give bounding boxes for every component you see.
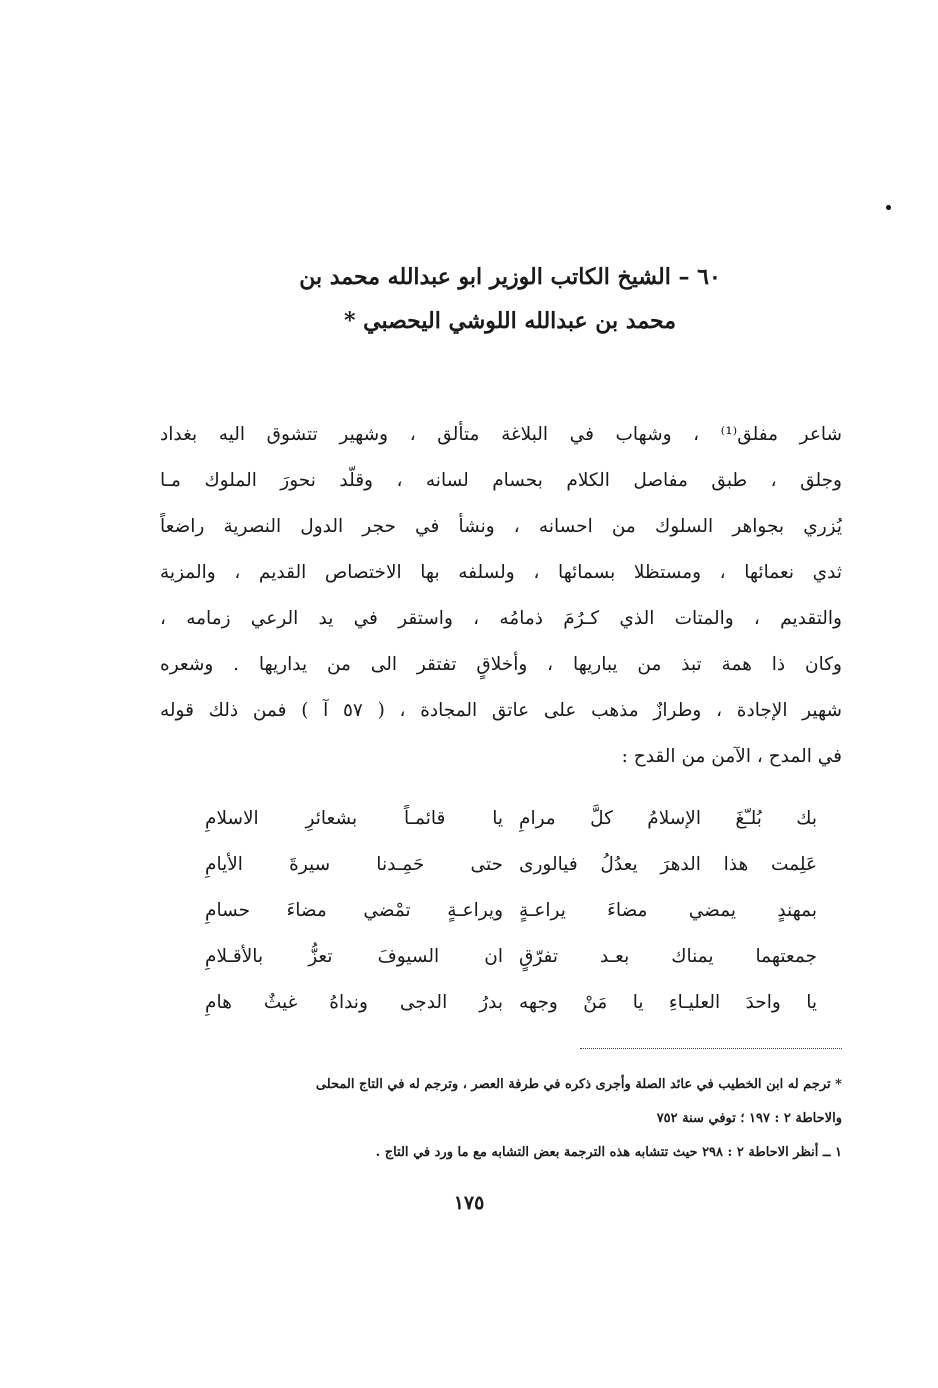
prose-paragraph [160, 412, 842, 780]
footnote-separator [580, 1048, 842, 1049]
verse-first-hemistich: يا واحدَ العليـاءِ يا مَنْ وجهه [519, 992, 817, 1013]
footnote-line: والاحاطة ٢ : ١٩٧ ؛ توفي سنة ٧٥٢ [656, 1111, 842, 1126]
verse [205, 842, 817, 888]
footnote-line: * ترجم له ابن الخطيب في عائد الصلة وأجرى ذكره في طرفة العصر ، وترجم له في التاج المحلى [315, 1077, 842, 1092]
prose-line: ثدي نعمائها ، ومستظلا بسمائها ، ولسلفه بها الاختصاص القديم ، والمزية [160, 562, 842, 583]
verse-second-hemistich: حتى حَمِـدنا سيرةَ الأيامِ [205, 854, 503, 875]
page-number: ١٧٥ [453, 1192, 485, 1214]
verse-second-hemistich: ان السيوفَ تعزُّ بالأقـلامِ [205, 946, 503, 967]
verse [205, 888, 817, 934]
prose-line: شاعر مفلق⁽¹⁾ ، وشهاب في البلاغة متألق ، وشهير تتشوق اليه بغداد [160, 424, 842, 445]
stray-dot [886, 205, 891, 210]
prose-line: في المدح ، الآمن من القدح : [621, 746, 842, 767]
prose-line: وكان ذا همة تبذ من يباريها ، وأخلاقٍ تفتقر الى من يداريها . وشعره [160, 654, 842, 675]
footnotes [165, 1068, 842, 1170]
prose-line: يُزري بجواهر السلوك من احسانه ، ونشأ في حجر الدول النصرية راضعاً [160, 516, 842, 537]
verse [205, 980, 817, 1026]
entry-heading [250, 255, 770, 343]
verse-first-hemistich: عَلِمت هذا الدهرَ يعدُلُ فيالورى [519, 854, 817, 875]
prose-line: وجلق ، طبق مفاصل الكلام بحسام لسانه ، وقلّد نحورَ الملوك مـا [160, 470, 842, 491]
verse-second-hemistich: ويراعـةٍ تمْضي مضاءَ حسامِ [205, 900, 503, 921]
footnote-line: ١ ــ أنظر الاحاطة ٢ : ٢٩٨ حيث تتشابه هذه الترجمة بعض التشابه مع ما ورد في التاج . [375, 1145, 842, 1160]
verse-first-hemistich: جمعتهما يمناك بعـد تفرّقٍ [519, 946, 817, 967]
heading-line-1: ٦٠ – الشيخ الكاتب الوزير ابو عبدالله محمد بن [299, 264, 721, 290]
poem [205, 796, 817, 1026]
prose-line: شهير الإجادة ، وطرازٌ مذهب على عاتق المجادة ، ( ٥٧ آ ) فمن ذلك قوله [160, 700, 842, 721]
verse [205, 934, 817, 980]
verse-second-hemistich: بدرُ الدجى ونداهُ غيثٌ هامِ [205, 992, 503, 1013]
verse [205, 796, 817, 842]
verse-first-hemistich: بمهندٍ يمضي مضاءَ يراعـةٍ [519, 900, 817, 921]
verse-first-hemistich: بك بُلـّغَ الإسلامُ كلَّ مرامِ [519, 808, 817, 829]
heading-line-2: محمد بن عبدالله اللوشي اليحصبي * [343, 308, 677, 334]
verse-second-hemistich: يا قائمـاً بشعائرِ الاسلامِ [205, 808, 503, 829]
prose-line: والتقديم ، والمتات الذي كـرُمَ ذمامُه ، واستقر في يد الرعي زمامه ، [160, 608, 842, 629]
